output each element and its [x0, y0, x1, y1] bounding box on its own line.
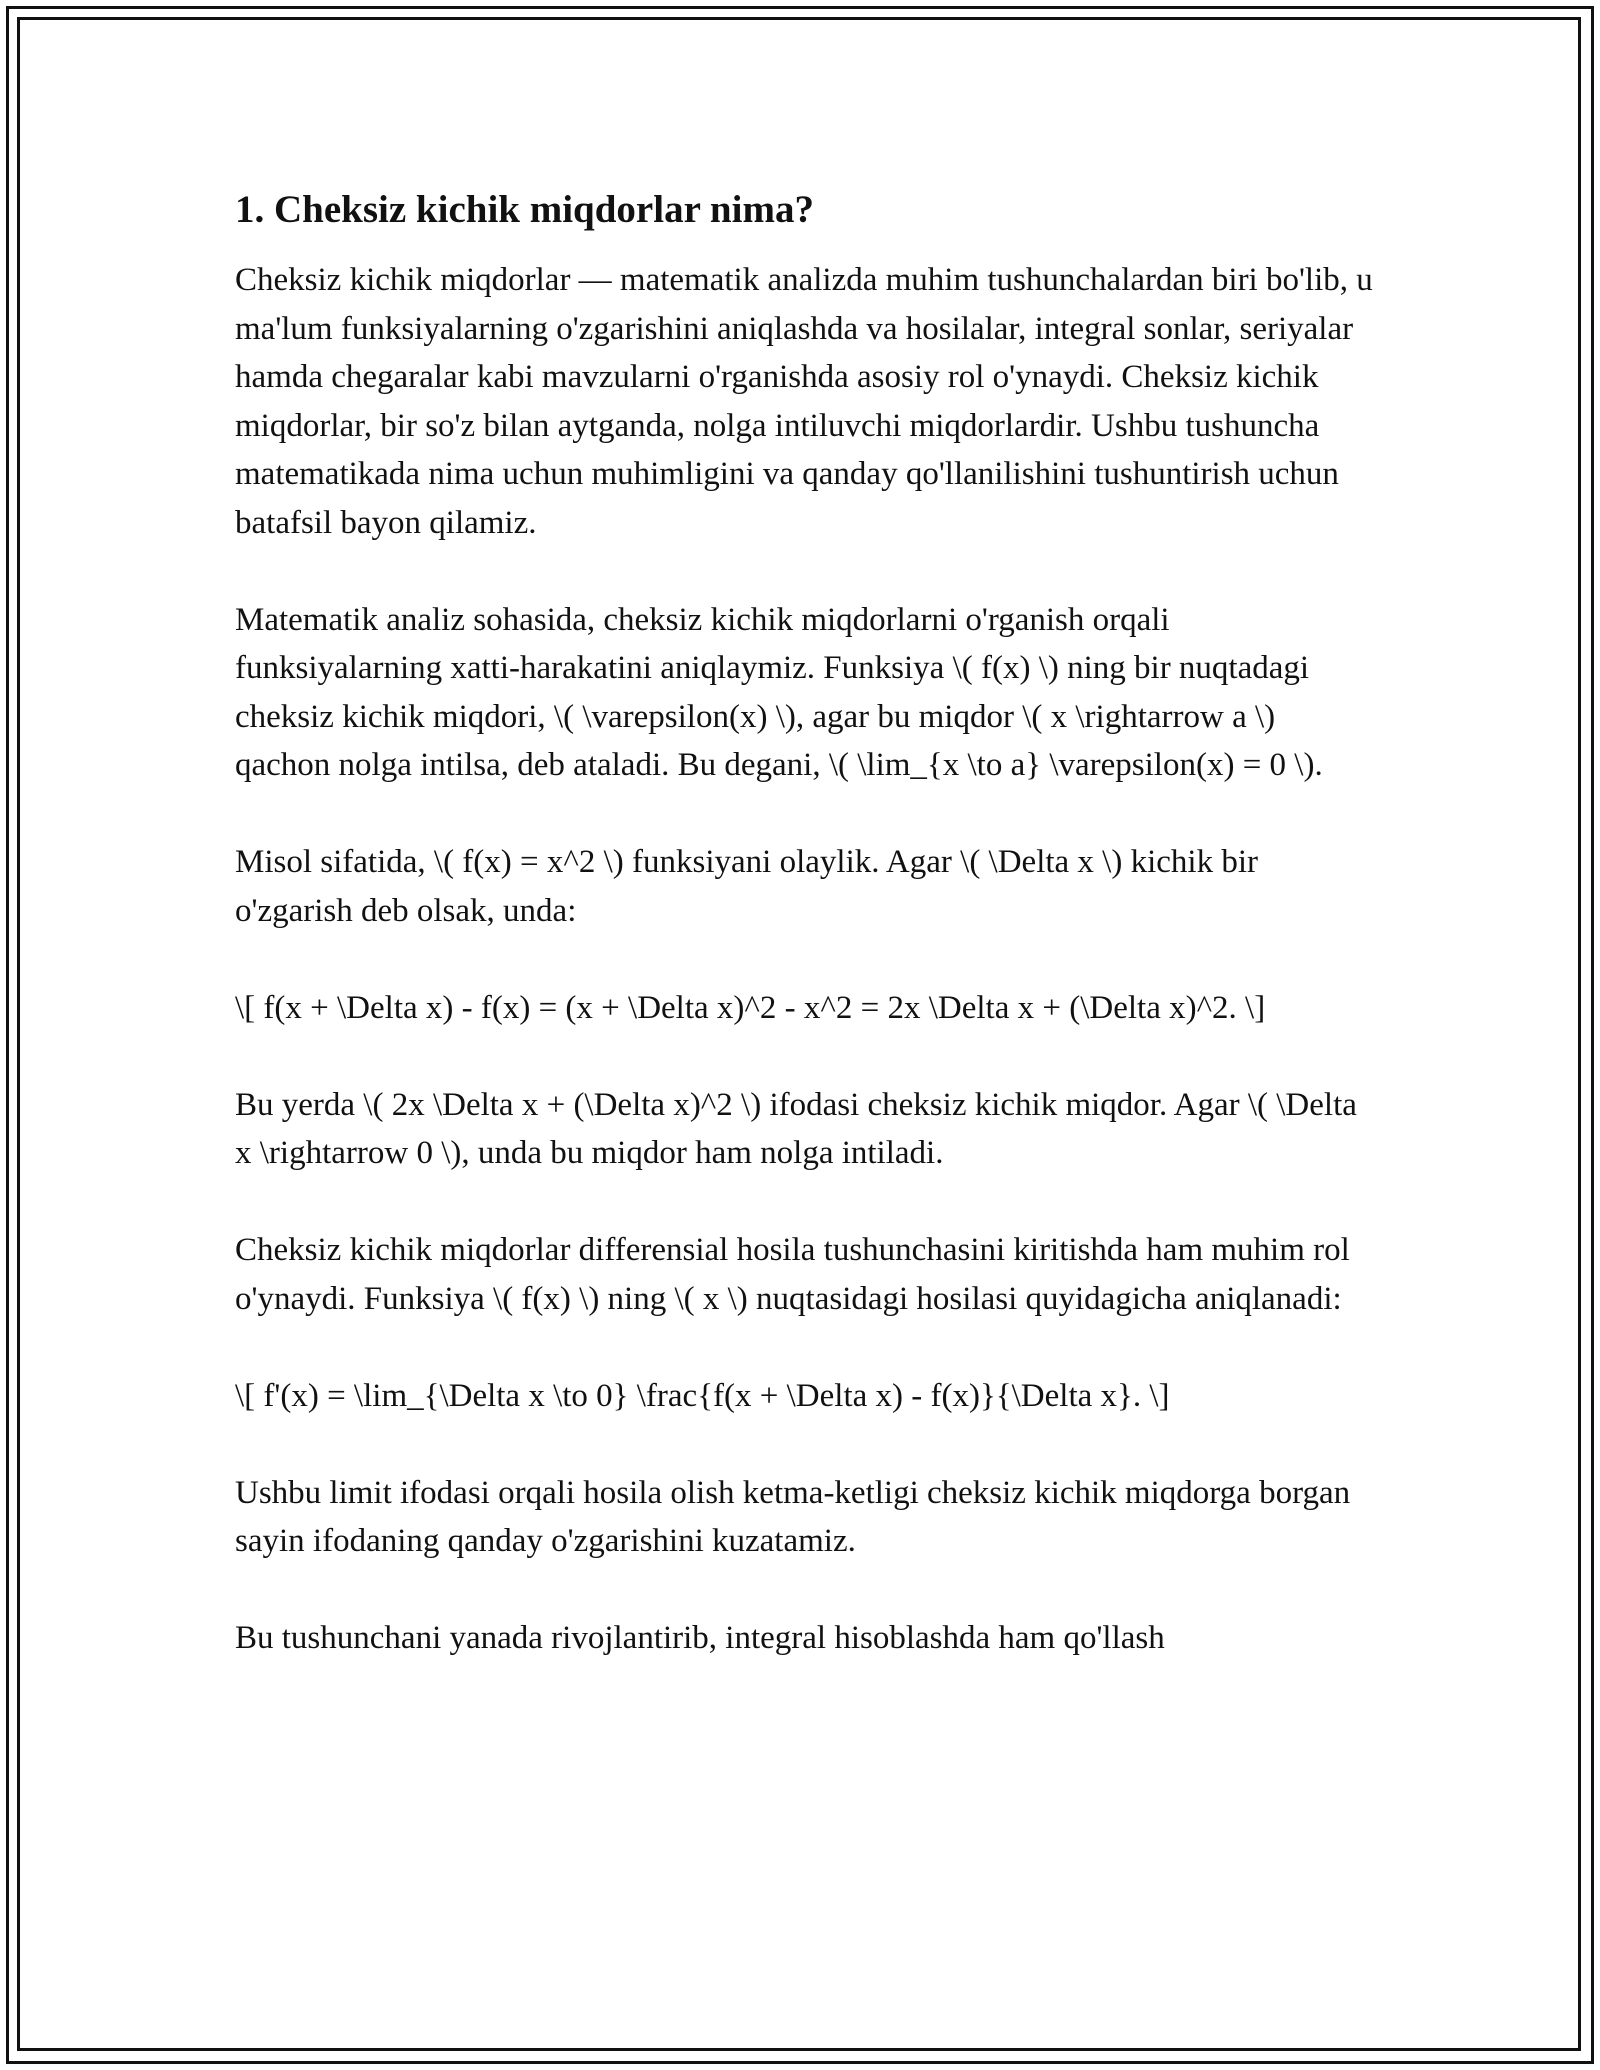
formula-difference: \[ f(x + \Delta x) - f(x) = (x + \Delta x)^2 - x^2 = 2x \Delta x + (\Delta x)^2. \] [235, 989, 1266, 1026]
paragraph-example: Misol sifatida, \( f(x) = x^2 \) funksiyani olaylik. Agar \( \Delta x \) kichik bir o'zgarish deb olsak, unda: [235, 844, 1258, 929]
document-body [235, 184, 1375, 1711]
paragraph-definition: Matematik analiz sohasida, cheksiz kichik miqdorlarni o'rganish orqali funksiyalarning xatti-harakatini aniqlaymiz. Funksiya \( f(x) \) ning bir nuqtadagi cheksiz kichik miqdori, \( \varepsilon(x) \), agar bu miqdor \( x \rightarrow a \) qachon nolga intilsa, deb ataladi. Bu degani, \( \lim_{x \to a} \varepsilon(x) = 0 \). [235, 601, 1323, 783]
paragraph-limit: Ushbu limit ifodasi orqali hosila olish ketma-ketligi cheksiz kichik miqdorga borgan sayin ifodaning qanday o'zgarishini kuzatamiz. [235, 1474, 1351, 1559]
paragraph-explanation: Bu yerda \( 2x \Delta x + (\Delta x)^2 \) ifodasi cheksiz kichik miqdor. Agar \( \Delta x \rightarrow 0 \), unda bu miqdor ham nolga intiladi. [235, 1086, 1357, 1171]
section-heading: 1. Cheksiz kichik miqdorlar nima? [235, 188, 814, 231]
paragraph-integral: Bu tushunchani yanada rivojlantirib, integral hisoblashda ham qo'llash [235, 1620, 1165, 1656]
formula-derivative: \[ f'(x) = \lim_{\Delta x \to 0} \frac{f(x + \Delta x) - f(x)}{\Delta x}. \] [235, 1377, 1170, 1414]
paragraph-derivative: Cheksiz kichik miqdorlar differensial hosila tushunchasini kiritishda ham muhim rol o'ynaydi. Funksiya \( f(x) \) ning \( x \) nuqtasidagi hosilasi quyidagicha aniqlanadi: [235, 1232, 1350, 1317]
paragraph-intro: Cheksiz kichik miqdorlar — matematik analizda muhim tushunchalardan biri bo'lib, u ma'lum funksiyalarning o'zgarishini aniqlashda va hosilalar, integral sonlar, seriyalar hamda chegaralar kabi mavzularni o'rganishda asosiy rol o'ynaydi. Cheksiz kichik miqdorlar, bir so'z bilan aytganda, nolga intiluvchi miqdorlardir. Ushbu tushuncha matematikada nima uchun muhimligini va qanday qo'llanilishini tushuntirish uchun batafsil bayon qilamiz. [235, 262, 1373, 541]
